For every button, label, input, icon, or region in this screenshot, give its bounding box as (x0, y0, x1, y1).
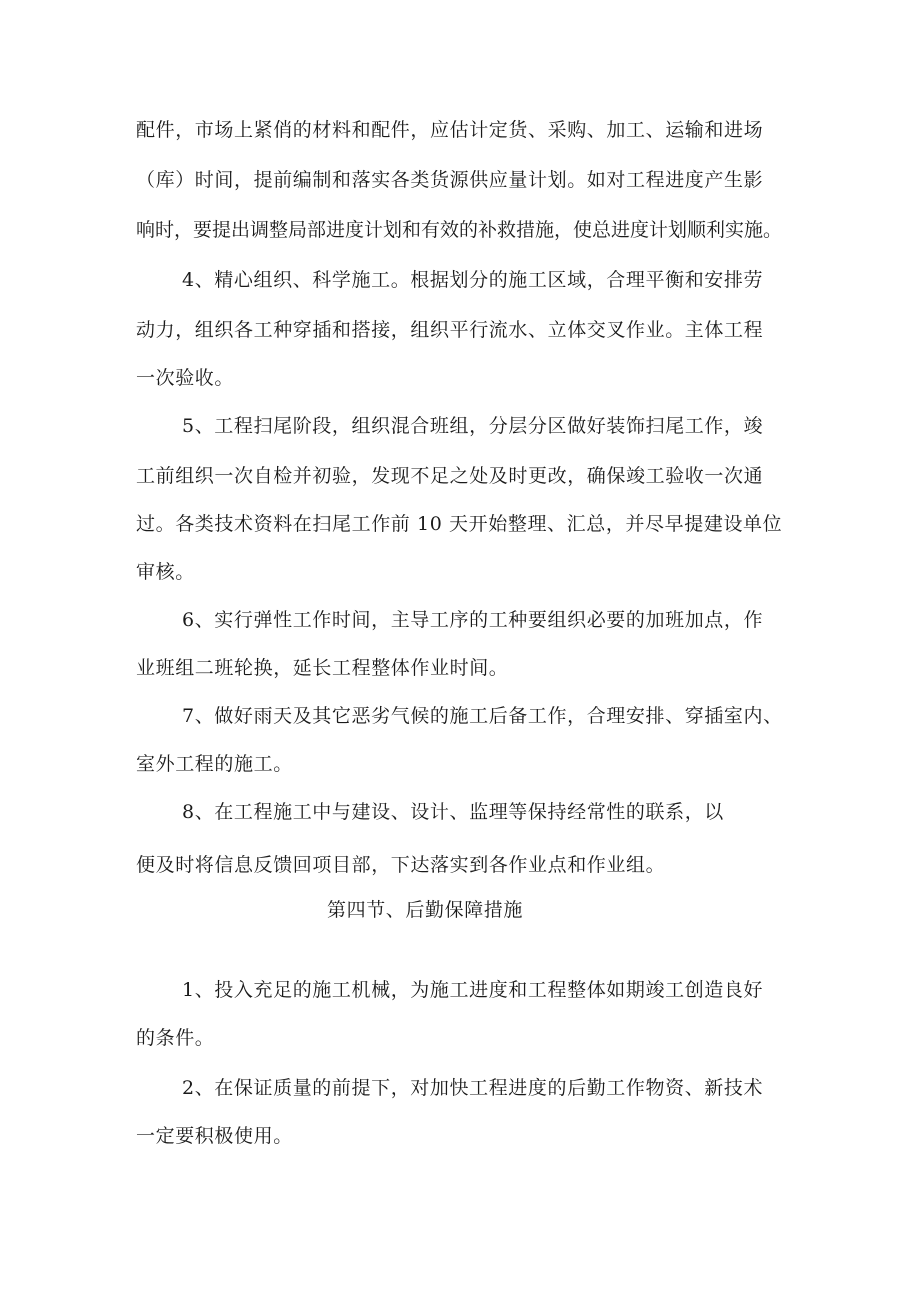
paragraph-line: 便及时将信息反馈回项目部，下达落实到各作业点和作业组。 (136, 854, 666, 876)
paragraph-line: 6、实行弹性工作时间，主导工序的工种要组织必要的加班加点，作 (182, 609, 764, 631)
paragraph-line: 室外工程的施工。 (136, 753, 293, 775)
paragraph-line: 5、工程扫尾阶段，组织混合班组，分层分区做好装饰扫尾工作，竣 (182, 415, 764, 437)
paragraph-line: （库）时间，提前编制和落实各类货源供应量计划。如对工程进度产生影 (136, 169, 764, 191)
section-heading: 第四节、后勤保障措施 (327, 899, 524, 921)
paragraph-line: 7、做好雨天及其它恶劣气候的施工后备工作，合理安排、穿插室内、 (182, 705, 783, 727)
paragraph-line: 过。各类技术资料在扫尾工作前 10 天开始整理、汇总，并尽早提建设单位 (136, 513, 783, 535)
paragraph-line: 配件，市场上紧俏的材料和配件，应估计定货、采购、加工、运输和进场 (136, 119, 764, 141)
paragraph-line: 业班组二班轮换，延长工程整体作业时间。 (136, 657, 509, 679)
paragraph-line: 一定要积极使用。 (136, 1125, 293, 1147)
paragraph-line: 1、投入充足的施工机械，为施工进度和工程整体如期竣工创造良好 (182, 979, 764, 1001)
paragraph-line: 响时，要提出调整局部进度计划和有效的补救措施，使总进度计划顺利实施。 (136, 219, 783, 241)
paragraph-line: 4、精心组织、科学施工。根据划分的施工区域，合理平衡和安排劳 (182, 269, 764, 291)
paragraph-line: 2、在保证质量的前提下，对加快工程进度的后勤工作物资、新技术 (182, 1077, 764, 1099)
paragraph-line: 审核。 (136, 561, 195, 583)
paragraph-line: 一次验收。 (136, 367, 235, 389)
paragraph-line: 工前组织一次自检并初验，发现不足之处及时更改，确保竣工验收一次通 (136, 465, 764, 487)
paragraph-line: 8、在工程施工中与建设、设计、监理等保持经常性的联系，以 (182, 801, 724, 823)
paragraph-line: 动力，组织各工种穿插和搭接，组织平行流水、立体交叉作业。主体工程 (136, 319, 764, 341)
paragraph-line: 的条件。 (136, 1027, 215, 1049)
